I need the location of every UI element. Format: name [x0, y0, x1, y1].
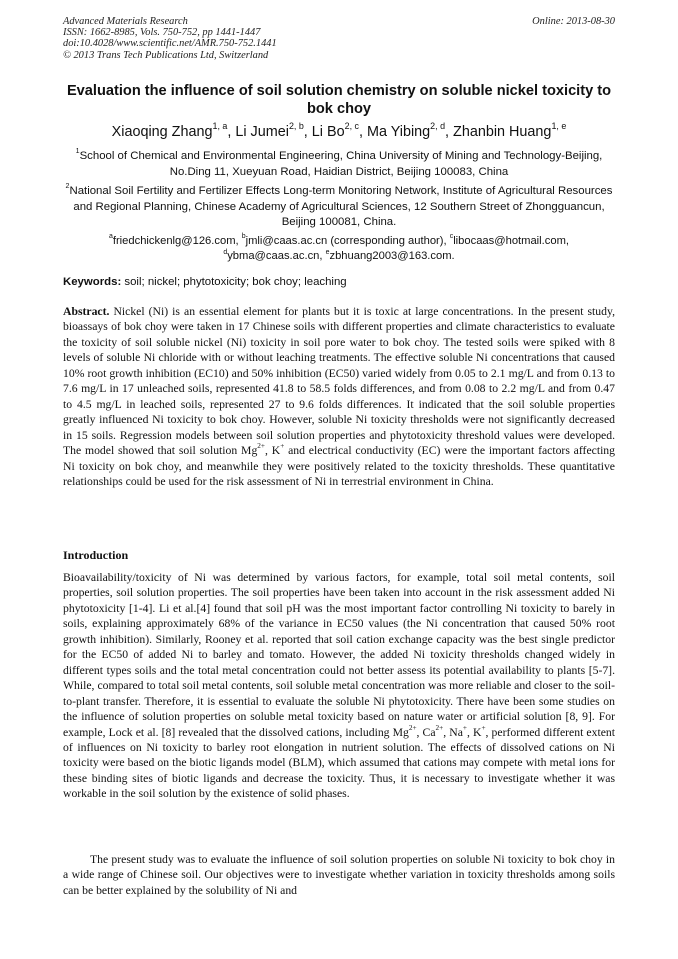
author-emails: $^a$friedchickenlg@126.com, $^b$jmli@caas.ac.cn (corresponding author), $^c$libocaas@hotmail.com, $^d$ybma@caas.ac.cn, $^e$zbhuang2003@163.com. — [108, 233, 570, 263]
abstract-text: and electrical conductivity (EC) were the important factors affecting Ni toxicity on bok choy, and meanwhile they were positively related to the toxicity thresholds. These quantitative relationships could be used for the risk assessment of Ni in terrestrial environment in China. — [63, 444, 615, 488]
author-name: Xiaoqing Zhang — [111, 124, 213, 140]
affiliation-number: 1 — [75, 148, 80, 156]
affiliation-text: School of Chemical and Environmental Engineering, China University of Mining and Technology-Beijing, No.Ding 11, Xueyuan Road, Haidian District, Beijing 100083, China — [79, 150, 603, 178]
superscript: + — [481, 723, 486, 732]
section-heading-introduction: Introduction — [63, 548, 129, 562]
superscript: + — [462, 723, 467, 732]
email-e[interactable]: zbhuang2003@163.com. — [329, 250, 455, 263]
paragraph-text: Bioavailability/toxicity of Ni was determined by various factors, for example, total soil metal contents, soil properties, soil solution properties. The soil properties have been taken into account in the risk assessment added Ni phytotoxicity [1-4]. Li et al.[4] found that soil pH was the most important factor controlling Ni toxicity to barely in soils, explaining approximately 68% of the variance in EC50 values (the Ni concentration that caused 50% root growth inhibition). Similarly, Rooney et al. reported that soil cation exchange capacity was the best single predictor for the EC50 of added Ni to barley and tomato. However, the added Ni toxicity thresholds changed widely in different types soils and the total metal concentration could not better assess its potential availability to plants [5-7]. While, compared to total soil metal contents, soil soluble metal concentration was more reliable and closer to the soil-to-plant transfer. Therefore, it is essential to evaluate the soluble Ni phytotoxicity. There have been some studies on the influence of solution properties on soluble metal toxicity based on nature water or artificial solution [8, 9]. For example, Lock et al. [8] revealed that the dissolved cations, including Mg — [63, 571, 615, 739]
author-affil-mark: 2, d — [430, 120, 446, 131]
abstract-text: Nickel (Ni) is an essential element for plants but it is toxic at large concentrations. In the present study, bioassays of bok choy were taken in 17 Chinese soils with different properties and climate characteristics to evaluate the toxicity of soil soluble nickel (Ni) toxicity in soil pore water to bok choy. The tested soils were spiked with 8 levels of soluble Ni chloride with or without leaching treatments. The effective soluble Ni concentrations that caused 10% root growth inhibition (EC10) and 50% inhibition (EC50) varied widely from 0.05 to 2.1 mg/L and from 0.13 to 7.6 mg/L in 17 unleached soils, represented 41.8 to 58.5 folds differences, and from 0.08 to 2.2 mg/L and from 0.47 to 4.5 mg/L in leached soils, represented 27 to 9.6 folds differences. It indicated that the soil soluble properties greatly influenced Ni toxicity to bok choy. However, soluble Ni toxicity thresholds were not significantly decreased in 15 soils. Regression models between soil solution properties and phytotoxicity threshold values were developed. The model showed that soil solution Mg — [63, 305, 616, 458]
author-affil-mark: 2, b — [288, 120, 304, 131]
author-name: Li Bo — [311, 124, 345, 140]
author-affil-mark: 2, c — [344, 120, 359, 131]
affiliation-text: National Soil Fertility and Fertilizer Effects Long-term Monitoring Network, Institute of Agricultural Resources and Regional Planning, Chinese Academy of Agricultural Sciences, 12 Southern Street of Zhongguancun, Beijing 100081, China. — [69, 185, 613, 229]
author-affil-mark: 1, a — [212, 120, 228, 131]
copyright-line: © 2013 Trans Tech Publications Ltd, Switzerland — [63, 49, 269, 61]
keywords-label: Keywords: — [63, 276, 122, 288]
affiliation-2 — [58, 184, 620, 231]
doi-line: doi:10.4028/www.scientific.net/AMR.750-752.1441 — [63, 38, 277, 50]
superscript: 2+ — [257, 442, 266, 451]
email-d[interactable]: ybma@caas.ac.cn, — [227, 250, 323, 263]
affiliation-1 — [58, 149, 620, 180]
abstract-text: , K — [265, 444, 281, 458]
affiliation-number: 2 — [65, 183, 70, 191]
paragraph-text: , K — [467, 725, 482, 739]
online-date: Online: 2013-08-30 — [532, 16, 615, 27]
author-affil-mark: 1, e — [551, 120, 567, 131]
paragraph-text: , Ca — [416, 725, 436, 739]
introduction-paragraph-2: The present study was to evaluate the influence of soil solution properties on soluble Ni toxicity to bok choy in a wide range of Chinese soil. Our objectives were to investigate whether variation in toxicity thresholds among soils can be better explained by the solubility of Ni and — [63, 853, 615, 897]
superscript: 2+ — [408, 723, 417, 732]
email-a[interactable]: friedchickenlg@126.com, — [112, 235, 239, 247]
author-name: Ma Yibing — [366, 124, 431, 140]
keywords-text: soil; nickel; phytotoxicity; bok choy; leaching — [124, 276, 347, 288]
issn-line: ISSN: 1662-8985, Vols. 750-752, pp 1441-1447 — [63, 27, 261, 39]
superscript: 2+ — [435, 723, 444, 732]
paper-title: Evaluation the influence of soil solution chemistry on soluble nickel toxicity to bok choy — [66, 83, 612, 117]
paragraph-text: , Na — [443, 725, 463, 739]
email-c[interactable]: libocaas@hotmail.com, — [453, 235, 570, 247]
superscript: + — [280, 442, 285, 451]
author-name: Zhanbin Huang — [453, 124, 552, 140]
author-name: Li Jumei — [235, 124, 289, 140]
introduction-paragraph-1 — [63, 570, 615, 802]
email-b[interactable]: jmli@caas.ac.cn (corresponding author), — [245, 235, 447, 247]
abstract — [63, 304, 615, 489]
keywords — [63, 275, 615, 290]
journal-name: Advanced Materials Research — [63, 16, 188, 27]
abstract-label: Abstract. — [63, 305, 110, 318]
journal-header — [63, 16, 615, 61]
author-list: Xiaoqing Zhang$^{1, a}$, Li Jumei$^{2, b}$, Li Bo$^{2, c}$, Ma Yibing$^{2, d}$, Zhanbin Huang$^{1, e}$ — [111, 120, 567, 140]
paragraph-text: , performed different extent of influences on Ni toxicity to barley root elongation in nutrient solution. The effects of dissolved cations on Ni toxicity were based on the biotic ligands model (BLM), which assumed that cations may compete with metal ions for these binding sites of biotic ligands and decrease the toxicity. Thus, it is necessary to investigate whether it was workable in the soil solution by the existence of solid phases. — [63, 725, 615, 801]
